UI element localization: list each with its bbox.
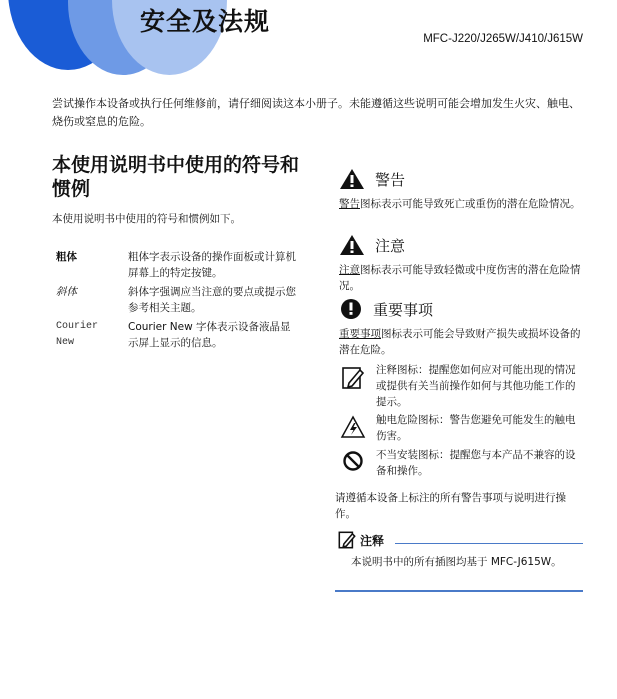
caution-keyword: 注意 bbox=[339, 264, 360, 276]
electric-hazard-row bbox=[339, 412, 583, 444]
caution-title: 注意 bbox=[375, 236, 406, 255]
caution-triangle-icon bbox=[339, 234, 365, 256]
convention-row-bold bbox=[56, 249, 306, 283]
section-description: 本使用说明书中使用的符号和惯例如下。 bbox=[52, 213, 241, 225]
caution-block bbox=[339, 234, 583, 294]
note-label: 注释 bbox=[360, 533, 385, 548]
warning-triangle-icon bbox=[339, 168, 365, 190]
note-icon-text: 注释图标：提醒您如何应对可能出现的情况或提供有关当前操作如何与其他功能工作的提示。 bbox=[376, 364, 576, 408]
electric-hazard-icon bbox=[340, 415, 366, 439]
model-numbers: MFC-J220/J265W/J410/J615W bbox=[423, 33, 583, 45]
page-title: 安全及法规 bbox=[140, 7, 271, 36]
note-pencil-icon bbox=[337, 530, 357, 550]
prohibited-text: 不当安装图标：提醒您与本产品不兼容的设备和操作。 bbox=[376, 449, 576, 477]
important-block bbox=[339, 298, 583, 358]
prohibited-icon bbox=[342, 450, 364, 472]
section-title: 本使用说明书中使用的符号和惯例 bbox=[52, 154, 300, 200]
note-box bbox=[335, 530, 583, 592]
note-top-rule bbox=[395, 543, 583, 544]
electric-hazard-text: 触电危险图标：警告您避免可能发生的触电伤害。 bbox=[376, 414, 576, 442]
note-icon-row bbox=[339, 362, 583, 410]
note-pencil-icon bbox=[341, 365, 365, 391]
convention-term: 斜体 bbox=[56, 286, 77, 298]
important-circle-icon bbox=[339, 298, 363, 320]
warning-description: 图标表示可能导致死亡或重伤的潜在危险情况。 bbox=[360, 198, 581, 210]
important-description: 图标表示可能会导致财产损失或损坏设备的潜在危险。 bbox=[339, 328, 581, 356]
prohibited-row bbox=[339, 447, 583, 479]
convention-term: Courier New bbox=[56, 321, 99, 348]
convention-description: 粗体字表示设备的操作面板或计算机屏幕上的特定按键。 bbox=[128, 251, 296, 279]
warning-keyword: 警告 bbox=[339, 198, 360, 210]
convention-row-italic bbox=[56, 284, 306, 318]
warning-title: 警告 bbox=[375, 170, 406, 189]
convention-description: Courier New 字体表示设备液晶显示屏上显示的信息。 bbox=[128, 321, 291, 349]
note-bottom-rule bbox=[335, 590, 583, 592]
convention-term: 粗体 bbox=[56, 251, 77, 263]
follow-instructions-text: 请遵循本设备上标注的所有警告事项与说明进行操作。 bbox=[335, 492, 566, 520]
important-keyword: 重要事项 bbox=[339, 328, 381, 340]
intro-paragraph: 尝试操作本设备或执行任何维修前，请仔细阅读这本小册子。未能遵循这些说明可能会增加发生火灾、触电、烧伤或窒息的危险。 bbox=[52, 97, 580, 128]
warning-block bbox=[339, 168, 583, 212]
note-text: 本说明书中的所有插图均基于 MFC-J615W。 bbox=[351, 556, 562, 568]
convention-row-courier bbox=[56, 319, 306, 353]
important-title: 重要事项 bbox=[373, 300, 434, 319]
convention-description: 斜体字强调应当注意的要点或提示您参考相关主题。 bbox=[128, 286, 296, 314]
caution-description: 图标表示可能导致轻微或中度伤害的潜在危险情况。 bbox=[339, 264, 581, 292]
